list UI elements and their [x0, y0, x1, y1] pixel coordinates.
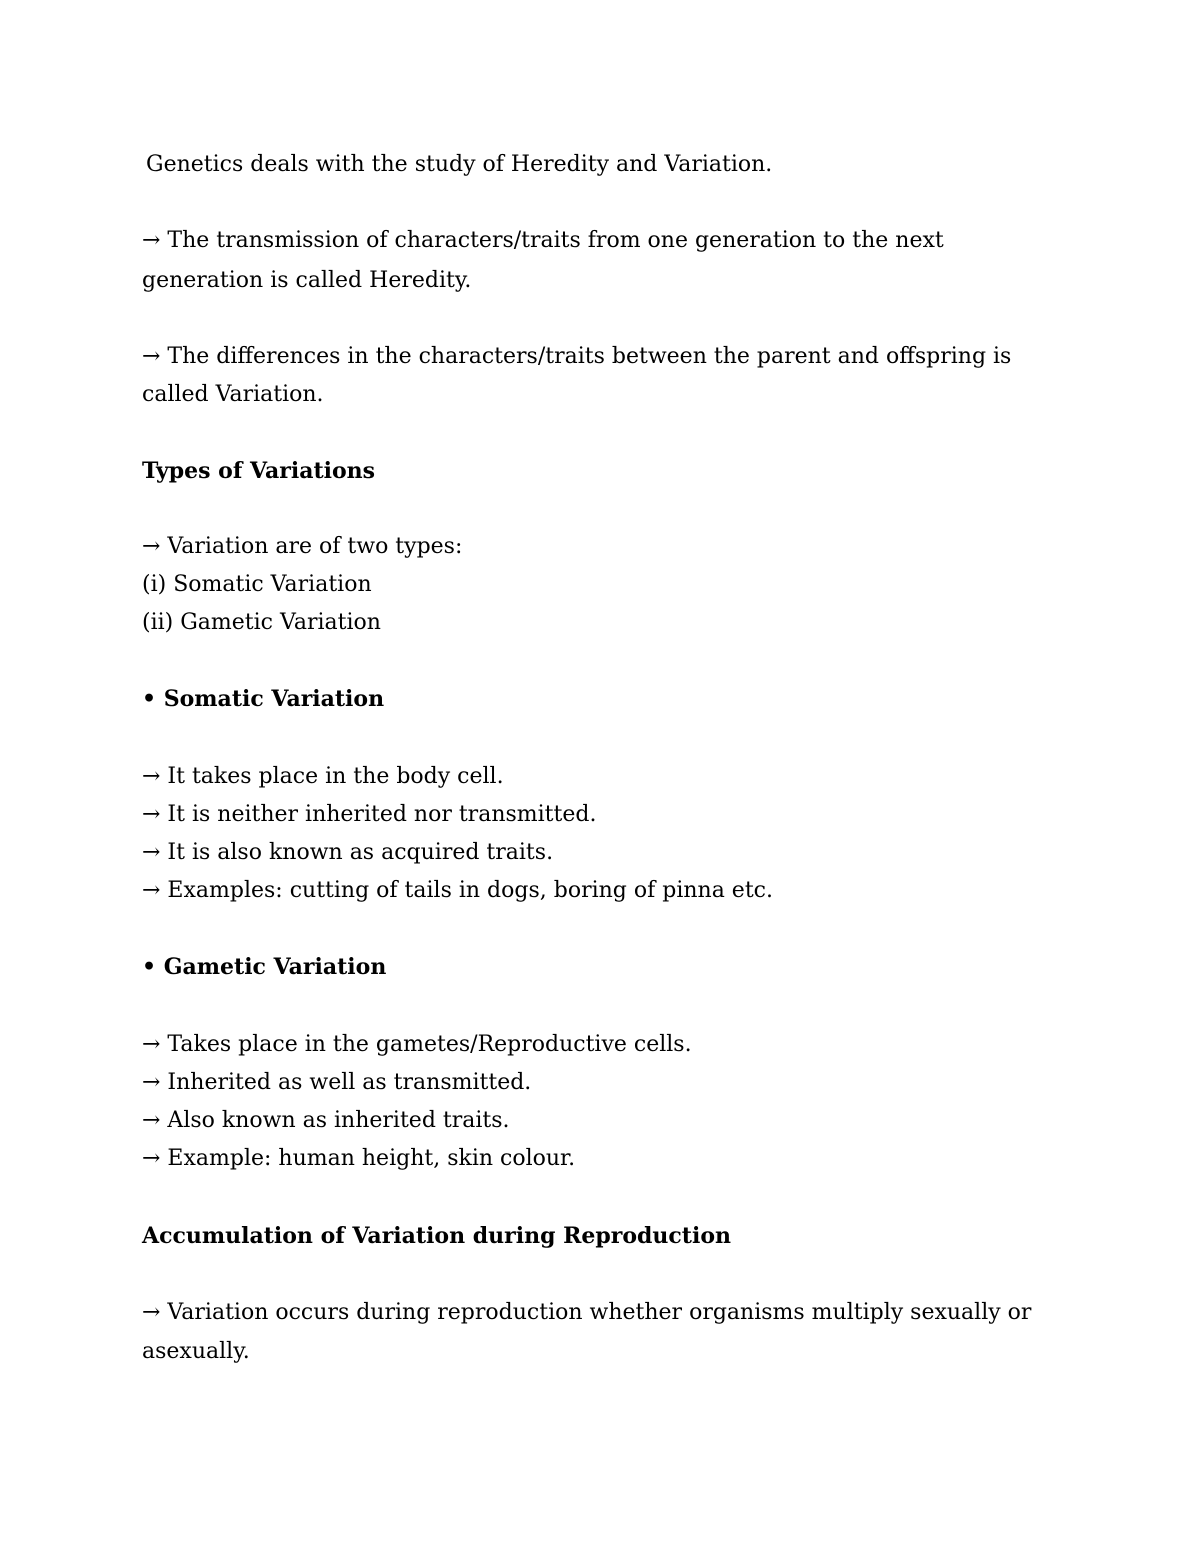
somatic-point: → It is neither inherited nor transmitted.	[142, 802, 597, 827]
gametic-point: → Example: human height, skin colour.	[142, 1146, 576, 1171]
variation-definition-line-2: called Variation.	[142, 382, 324, 407]
gametic-heading: • Gametic Variation	[142, 954, 387, 980]
intro-text: Genetics deals with the study of Heredity and Variation.	[146, 152, 773, 177]
accumulation-line-1: → Variation occurs during reproduction whether organisms multiply sexually or	[142, 1300, 1032, 1325]
somatic-point: → It is also known as acquired traits.	[142, 840, 554, 865]
somatic-heading: • Somatic Variation	[142, 686, 385, 712]
type-gametic: (ii) Gametic Variation	[142, 610, 381, 635]
accumulation-heading: Accumulation of Variation during Reproduction	[142, 1223, 731, 1249]
somatic-point: → It takes place in the body cell.	[142, 764, 504, 789]
gametic-point: → Takes place in the gametes/Reproductive cells.	[142, 1032, 692, 1057]
variation-definition-line-1: → The differences in the characters/traits between the parent and offspring is	[142, 344, 1012, 369]
gametic-point: → Inherited as well as transmitted.	[142, 1070, 532, 1095]
accumulation-line-2: asexually.	[142, 1339, 250, 1364]
types-heading: Types of Variations	[142, 458, 376, 484]
heredity-definition-line-1: → The transmission of characters/traits from one generation to the next	[142, 228, 944, 253]
type-somatic: (i) Somatic Variation	[142, 572, 372, 597]
types-intro: → Variation are of two types:	[142, 534, 463, 559]
heredity-definition-line-2: generation is called Heredity.	[142, 268, 472, 293]
somatic-point: → Examples: cutting of tails in dogs, boring of pinna etc.	[142, 878, 773, 903]
gametic-point: → Also known as inherited traits.	[142, 1108, 510, 1133]
